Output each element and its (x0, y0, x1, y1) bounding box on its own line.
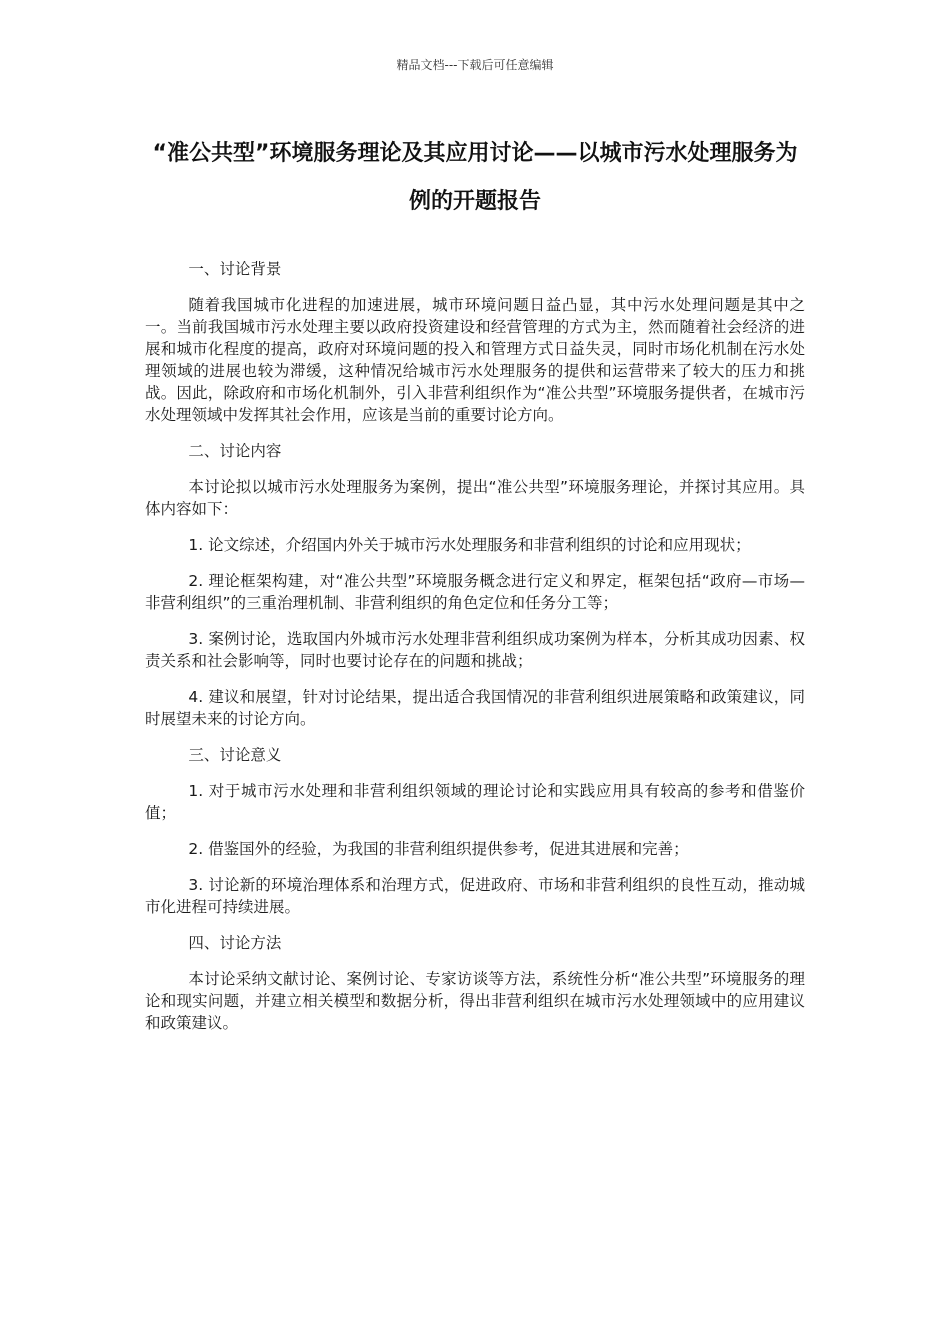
list-item: 1. 论文综述，介绍国内外关于城市污水处理服务和非营利组织的讨论和应用现状； (188, 536, 751, 554)
section-heading: 三、讨论意义 (188, 746, 282, 764)
list-item: 3. 案例讨论，选取国内外城市污水处理非营利组织成功案例为样本，分析其成功因素、权责关系和社会影响等，同时也要讨论存在的问题和挑战； (145, 630, 805, 670)
document-body (145, 258, 805, 1048)
section-heading: 一、讨论背景 (188, 260, 282, 278)
list-item: 1. 对于城市污水处理和非营利组织领域的理论讨论和实践应用具有较高的参考和借鉴价值； (145, 782, 805, 822)
section-heading: 二、讨论内容 (188, 442, 282, 460)
list-item: 4. 建议和展望，针对讨论结果，提出适合我国情况的非营利组织进展策略和政策建议，同时展望未来的讨论方向。 (145, 688, 805, 728)
header-note: 精品文档---下载后可任意编辑 (396, 58, 554, 72)
paragraph: 本讨论拟以城市污水处理服务为案例，提出“准公共型”环境服务理论，并探讨其应用。具体内容如下： (145, 478, 805, 518)
document-title: “准公共型”环境服务理论及其应用讨论——以城市污水处理服务为例的开题报告 (152, 141, 798, 214)
paragraph: 随着我国城市化进程的加速进展，城市环境问题日益凸显，其中污水处理问题是其中之一。当前我国城市污水处理主要以政府投资建设和经营管理的方式为主，然而随着社会经济的进展和城市化程度的提高，政府对环境问题的投入和管理方式日益失灵，同时市场化机制在污水处理领域的进展也较为滞缓，这种情况给城市污水处理服务的提供和运营带来了较大的压力和挑战。因此，除政府和市场化机制外，引入非营利组织作为“准公共型”环境服务提供者，在城市污水处理领域中发挥其社会作用，应该是当前的重要讨论方向。 (145, 296, 805, 424)
list-item: 2. 借鉴国外的经验，为我国的非营利组织提供参考，促进其进展和完善； (188, 840, 689, 858)
list-item: 3. 讨论新的环境治理体系和治理方式，促进政府、市场和非营利组织的良性互动，推动城市化进程可持续进展。 (145, 876, 805, 916)
paragraph: 本讨论采纳文献讨论、案例讨论、专家访谈等方法，系统性分析“准公共型”环境服务的理论和现实问题，并建立相关模型和数据分析，得出非营利组织在城市污水处理领域中的应用建议和政策建议。 (145, 970, 805, 1032)
list-item: 2. 理论框架构建，对“准公共型”环境服务概念进行定义和界定，框架包括“政府—市场—非营利组织”的三重治理机制、非营利组织的角色定位和任务分工等； (145, 572, 805, 612)
section-heading: 四、讨论方法 (188, 934, 282, 952)
